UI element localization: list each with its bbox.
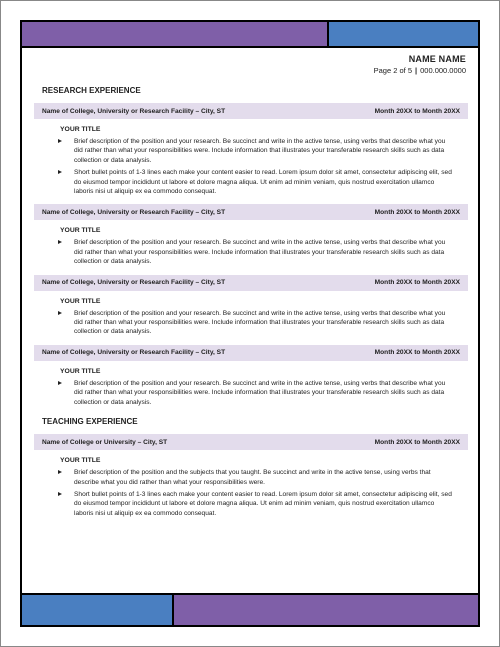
job-title: YOUR TITLE	[60, 457, 101, 465]
organization-name: Name of College, University or Research Facility – City, ST	[42, 107, 226, 115]
job-title: YOUR TITLE	[60, 126, 101, 133]
bullet-text: Short bullet points of 1-3 lines each make your content easier to read. Lorem ipsum dolor sit amet, consectetur adipiscing elit, sed do eiusmod tempor incididunt ut labore et dolore magna aliqua. Ut enim ad minim veniam, quis nostrud exercitation ullamco laboris nisi ut aliquip ex ea commodo consequat.	[74, 169, 452, 196]
bullet-text: Brief description of the position and your research. Be succinct and write in the active tense, using verbs that describe what you did rather than what your responsibilities were. Include information that illustrates your transferable research skills such as data collection or data analysis.	[74, 379, 446, 406]
entry-header-bar	[34, 275, 468, 291]
organization-name: Name of College or University – City, ST	[42, 438, 168, 446]
bullet-item	[58, 379, 454, 407]
bullet-text: Brief description of the position and your research. Be succinct and write in the active tense, using verbs that describe what you did rather than what your responsibilities were. Include information that illustrates your transferable research skills such as data collection or data analysis.	[74, 239, 446, 266]
resume-section	[34, 86, 468, 407]
top-color-bars	[22, 22, 478, 48]
contact-separator: |	[415, 66, 418, 75]
experience-entry	[34, 204, 468, 266]
experience-entry	[34, 275, 468, 337]
entry-header-bar	[34, 345, 468, 361]
organization-name: Name of College, University or Research Facility – City, ST	[42, 208, 226, 216]
date-range: Month 20XX to Month 20XX	[374, 279, 460, 287]
top-blue-bar	[329, 22, 478, 46]
bullet-list	[34, 379, 468, 407]
bottom-color-bars	[22, 593, 478, 625]
triangle-bullet-icon	[58, 311, 62, 315]
bottom-purple-bar	[174, 595, 478, 625]
top-purple-bar	[22, 22, 329, 46]
job-title: YOUR TITLE	[60, 227, 101, 235]
bullet-text: Brief description of the position and your research. Be succinct and write in the active tense, using verbs that describe what you did rather than what your responsibilities were. Include information that illustrates your transferable research skills such as data collection or data analysis.	[74, 138, 446, 164]
date-range: Month 20XX to Month 20XX	[374, 208, 460, 216]
entry-header-bar	[34, 103, 468, 119]
bullet-item	[58, 168, 454, 196]
bullet-item	[58, 309, 454, 337]
resume-content	[34, 84, 468, 528]
resume-sheet	[20, 20, 480, 627]
experience-entry	[34, 434, 468, 518]
bullet-text: Short bullet points of 1-3 lines each make your content easier to read. Lorem ipsum dolor sit amet, consectetur adipiscing elit, sed do eiusmod tempor incididunt ut labore et dolore magna aliqua. Ut enim ad minim veniam, quis nostrud exercitation ullamco laboris nisi ut aliquip ex ea commodo consequat.	[74, 490, 452, 517]
organization-name: Name of College, University or Research Facility – City, ST	[42, 349, 226, 357]
bullet-list	[34, 309, 468, 337]
bullet-list	[34, 137, 468, 196]
triangle-bullet-icon	[58, 170, 62, 174]
phone-number: 000.000.0000	[420, 66, 466, 75]
experience-entry	[34, 103, 468, 196]
resume-header	[374, 54, 466, 75]
bullet-item	[58, 238, 454, 266]
bullet-item	[58, 468, 454, 487]
date-range: Month 20XX to Month 20XX	[374, 438, 460, 446]
experience-entry	[34, 345, 468, 407]
bullet-item	[58, 137, 454, 165]
triangle-bullet-icon	[58, 381, 62, 385]
bullet-text: Brief description of the position and the subjects that you taught. Be succinct and write in the active tense, using verbs that describe what you did rather than what your responsibilities were.	[74, 469, 431, 486]
bullet-list	[34, 468, 468, 518]
bottom-blue-bar	[22, 595, 174, 625]
section-title: RESEARCH EXPERIENCE	[42, 86, 141, 95]
date-range: Month 20XX to Month 20XX	[374, 349, 460, 357]
page-number: Page 2 of 5	[373, 66, 412, 75]
section-title: TEACHING EXPERIENCE	[42, 417, 138, 427]
organization-name: Name of College, University or Research Facility – City, ST	[42, 279, 226, 287]
entry-header-bar	[34, 434, 468, 450]
resume-section	[34, 417, 468, 518]
triangle-bullet-icon	[58, 492, 62, 496]
date-range: Month 20XX to Month 20XX	[374, 107, 460, 115]
triangle-bullet-icon	[58, 139, 62, 143]
triangle-bullet-icon	[58, 240, 62, 244]
contact-line	[374, 66, 466, 75]
bullet-list	[34, 238, 468, 266]
triangle-bullet-icon	[58, 470, 62, 474]
bullet-text: Brief description of the position and your research. Be succinct and write in the active tense, using verbs that describe what you did rather than what your responsibilities were. Include information that illustrates your transferable research skills such as data collection or data analysis.	[74, 309, 446, 336]
bullet-item	[58, 490, 454, 518]
job-title: YOUR TITLE	[60, 367, 101, 375]
entry-header-bar	[34, 204, 468, 220]
candidate-name: NAME NAME	[408, 54, 466, 64]
job-title: YOUR TITLE	[60, 297, 101, 305]
